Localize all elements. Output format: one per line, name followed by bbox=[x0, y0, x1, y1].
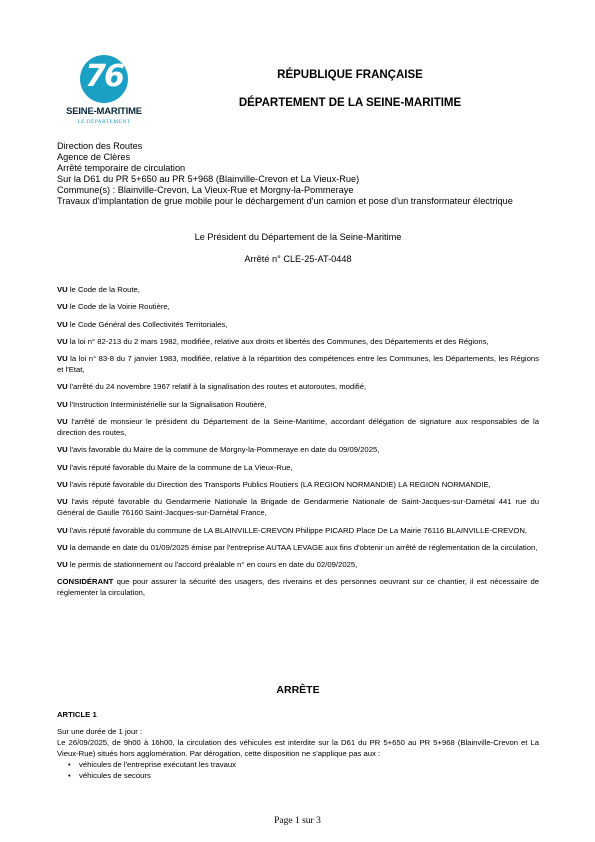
consideration-item bbox=[57, 462, 539, 473]
exemption-list bbox=[57, 759, 539, 781]
considerations-list bbox=[57, 284, 539, 605]
arrete-number: Arrêté n° CLE-25-AT-0448 bbox=[244, 254, 352, 264]
consideration-lead: VU bbox=[57, 319, 68, 329]
article-1 bbox=[57, 709, 539, 781]
header-line: Agence de Clères bbox=[57, 152, 131, 162]
consideration-lead: VU bbox=[57, 525, 68, 535]
consideration-lead: VU bbox=[57, 462, 68, 472]
page-footer: Page 1 sur 3 bbox=[274, 816, 321, 826]
department-logo bbox=[64, 55, 160, 133]
list-item bbox=[68, 759, 539, 770]
consideration-text: le permis de stationnement ou l'accord préalable n° en cours en date du 02/09/2025, bbox=[67, 560, 358, 570]
consideration-item bbox=[57, 284, 539, 295]
consideration-item bbox=[57, 301, 539, 312]
consideration-item bbox=[57, 479, 539, 490]
consideration-item bbox=[57, 559, 539, 570]
consideration-text: l'avis réputé favorable du Maire de la commune de La Vieux-Rue, bbox=[67, 462, 293, 472]
works-description: Travaux d'implantation de grue mobile pour le déchargement d'un camion et pose d'un transformateur électrique bbox=[57, 196, 513, 206]
consideration-item bbox=[57, 399, 539, 410]
department-title: DÉPARTEMENT DE LA SEINE-MARITIME bbox=[238, 97, 462, 109]
header-block bbox=[57, 141, 539, 207]
consideration-lead: VU bbox=[57, 445, 68, 455]
consideration-item bbox=[57, 542, 539, 553]
header-line: Direction des Routes bbox=[57, 141, 143, 151]
consideration-text: l'avis réputé favorable du commune de LA BLAINVILLE-CREVON Philippe PICARD Place De La Mairie 76116 BLAINVILLE-CREVON, bbox=[67, 525, 528, 535]
consideration-lead: VU bbox=[57, 336, 68, 346]
consideration-text: l'avis favorable du Maire de la commune de Morgny-la-Pommeraye en date du 09/09/2025, bbox=[67, 445, 380, 455]
consideration-text: l'arrêté de monsieur le président du Département de la Seine-Maritime, accordant délégation de signature aux responsables de la direction des routes, bbox=[57, 417, 539, 438]
consideration-text: que pour assurer la sécurité des usagers, des riverains et des personnes oeuvrant sur ce chantier, il est nécessaire de réglementer la circulation, bbox=[57, 577, 539, 598]
consideration-lead: VU bbox=[57, 382, 68, 392]
list-item bbox=[68, 770, 539, 781]
consideration-text: la loi n° 83-8 du 7 janvier 1983, modifiée, relative à la répartition des compétences entre les Communes, les Départements, les Régions et l'Etat, bbox=[57, 354, 539, 375]
bullet-icon: • bbox=[68, 771, 71, 780]
header-line: Arrêté temporaire de circulation bbox=[57, 163, 186, 173]
consideration-lead: VU bbox=[57, 497, 68, 507]
consideration-item bbox=[57, 496, 539, 518]
article-title: ARTICLE 1 bbox=[57, 710, 97, 719]
consideration-text: le Code Général des Collectivités Territoriales, bbox=[67, 319, 228, 329]
consideration-lead: CONSIDÉRANT bbox=[57, 577, 114, 587]
consideration-lead: VU bbox=[57, 354, 68, 364]
consideration-item bbox=[57, 319, 539, 330]
consideration-lead: VU bbox=[57, 542, 68, 552]
consideration-lead: VU bbox=[57, 417, 68, 427]
consideration-lead: VU bbox=[57, 479, 68, 489]
logo-name: SEINE-MARITIME bbox=[66, 106, 142, 117]
consideration-text: la loi n° 82-213 du 2 mars 1982, modifiée, relative aux droits et libertés des Communes, des Départements et des Régions, bbox=[67, 336, 489, 346]
consideration-lead: VU bbox=[57, 560, 68, 570]
article-body: Le 26/09/2025, de 9h00 à 16h00, la circulation des véhicules est interdite sur la D61 du PR 5+650 au PR 5+968 (Blainville-Crevon et La Vieux-Rue) situés hors agglomération. Par dérogation, cette disposition ne s'applique pas aux : bbox=[57, 738, 539, 758]
consideration-text: l'avis réputé favorable du Gendarmerie Nationale la Brigade de Gendarmerie Nationale de Saint-Jacques-sur-Darnétal 441 rue du Général de Gaulle 76160 Saint-Jacques-sur-Darnétal France, bbox=[57, 497, 539, 518]
logo-subtitle: LE DÉPARTEMENT bbox=[77, 119, 131, 125]
consideration-item bbox=[57, 525, 539, 536]
list-item-text: véhicules de secours bbox=[79, 771, 151, 780]
consideration-item bbox=[57, 353, 539, 375]
president-line: Le Président du Département de la Seine-Maritime bbox=[194, 232, 402, 242]
consideration-text: l'arrêté du 24 novembre 1967 relatif à la signalisation des routes et autoroutes, modifié, bbox=[67, 382, 367, 392]
list-item-text: véhicules de l'entreprise exécutant les travaux bbox=[79, 760, 237, 769]
article-duration: Sur une durée de 1 jour : bbox=[57, 727, 143, 736]
consideration-item bbox=[57, 336, 539, 347]
consideration-item bbox=[57, 416, 539, 438]
consideration-item bbox=[57, 576, 539, 598]
bullet-icon: • bbox=[68, 760, 71, 769]
consideration-lead: VU bbox=[57, 302, 68, 312]
consideration-item bbox=[57, 381, 539, 392]
logo-number: 76 bbox=[85, 59, 123, 94]
arrete-heading: ARRÊTE bbox=[276, 684, 320, 696]
header-line: Sur la D61 du PR 5+650 au PR 5+968 (Blainville-Crevon et La Vieux-Rue) bbox=[57, 174, 360, 184]
header-line: Commune(s) : Blainville-Crevon, La Vieux-Rue et Morgny-la-Pommeraye bbox=[57, 185, 354, 195]
consideration-text: l'Instruction Interministérielle sur la Signalisation Routière, bbox=[67, 399, 267, 409]
consideration-lead: VU bbox=[57, 399, 68, 409]
consideration-lead: VU bbox=[57, 285, 68, 294]
consideration-text: le Code de la Voirie Routière, bbox=[67, 302, 170, 312]
consideration-text: le Code de la Route, bbox=[67, 285, 140, 294]
consideration-item bbox=[57, 444, 539, 455]
consideration-text: l'avis réputé favorable du Direction des Transports Publics Routiers (LA REGION NORMANDIE) LA REGION NORMANDIE, bbox=[67, 479, 491, 489]
consideration-text: la demande en date du 01/09/2025 émise par l'entreprise AUTAA LEVAGE aux fins d'obtenir un arrêté de réglementation de la circulation, bbox=[67, 542, 538, 552]
republic-title: RÉPUBLIQUE FRANÇAISE bbox=[277, 69, 423, 81]
